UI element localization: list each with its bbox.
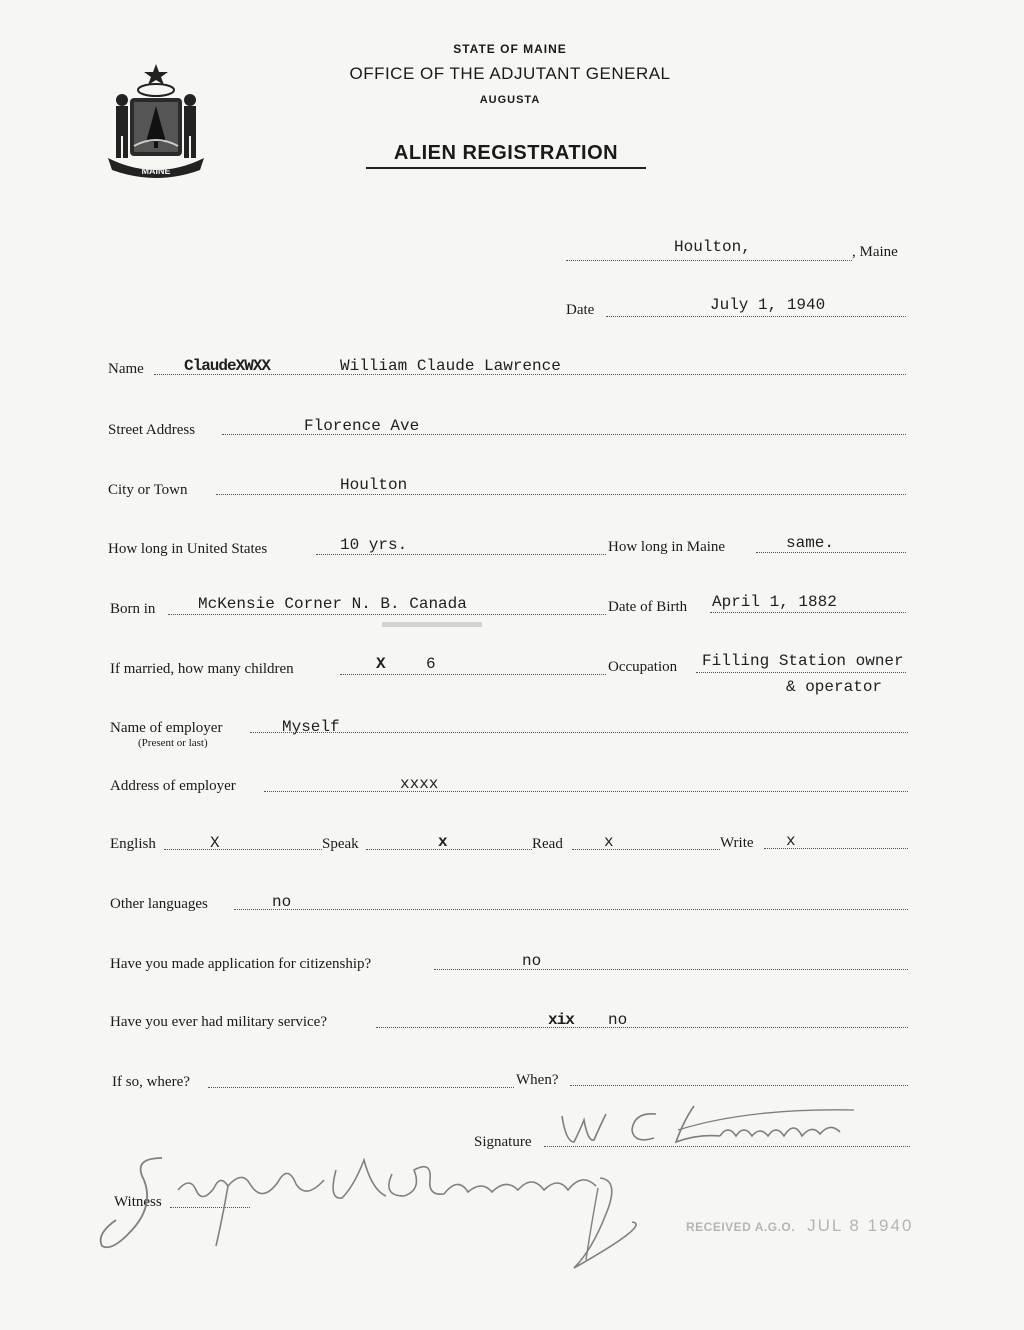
other-languages-value: no [272, 893, 292, 911]
erasure-smudge [382, 622, 482, 627]
employer-sub-label: (Present or last) [138, 737, 208, 749]
name-label: Name [108, 361, 144, 377]
military-label: Have you ever had military service? [110, 1014, 327, 1030]
signature-label: Signature [474, 1134, 532, 1150]
born-in-value: McKensie Corner N. B. Canada [198, 595, 467, 613]
english-value: X [210, 834, 220, 852]
city-label: City or Town [108, 482, 188, 498]
how-long-maine-label: How long in Maine [608, 539, 726, 555]
form-title: ALIEN REGISTRATION [366, 142, 646, 169]
how-long-us-value: 10 yrs. [340, 536, 408, 554]
when-label: When? [516, 1072, 559, 1088]
name-struck-value: ClaudeXWXX [184, 357, 271, 375]
witness-signature-handwriting [92, 1150, 652, 1320]
city-heading: AUGUSTA [479, 94, 541, 106]
received-stamp-text: RECEIVED A.G.O. [686, 1220, 796, 1234]
employer-label: Name of employer [110, 720, 223, 736]
employer-address-value: xxxx [400, 775, 439, 793]
maine-state-seal-icon [100, 62, 212, 182]
street-label: Street Address [108, 422, 196, 438]
other-languages-label: Other languages [110, 896, 208, 912]
svg-text:MAINE: MAINE [141, 166, 171, 176]
military-value: no [608, 1011, 628, 1029]
office-heading: OFFICE OF THE ADJUTANT GENERAL [349, 64, 671, 83]
speak-label: Speak [322, 836, 359, 852]
read-value: x [604, 833, 614, 851]
street-value: Florence Ave [304, 417, 420, 435]
employer-value: Myself [282, 718, 340, 736]
maine-label: , Maine [852, 244, 898, 260]
read-label: Read [532, 836, 563, 852]
employer-address-label: Address of employer [110, 778, 236, 794]
witness-label: Witness [114, 1194, 162, 1210]
how-long-us-label: How long in United States [108, 541, 268, 557]
place-value: Houlton, [674, 238, 751, 256]
state-heading: STATE OF MAINE [453, 42, 567, 56]
date-label: Date [566, 302, 595, 318]
write-value: x [786, 832, 796, 850]
military-struck-value: xix [548, 1011, 574, 1029]
english-label: English [110, 836, 156, 852]
occupation-label: Occupation [608, 659, 678, 675]
write-label: Write [720, 835, 754, 851]
received-stamp-date: JUL 8 1940 [807, 1216, 914, 1235]
children-struck-value: X [376, 655, 385, 673]
born-in-label: Born in [110, 601, 156, 617]
citizenship-value: no [522, 952, 542, 970]
children-value: 6 [426, 655, 436, 673]
how-long-maine-value: same. [786, 534, 835, 552]
occupation-line2-value: & operator [786, 678, 883, 696]
city-value: Houlton [340, 476, 408, 494]
dob-value: April 1, 1882 [712, 593, 837, 611]
citizenship-label: Have you made application for citizenship? [110, 956, 372, 972]
date-value: July 1, 1940 [710, 296, 826, 314]
married-label: If married, how many children [110, 661, 294, 677]
name-value: William Claude Lawrence [340, 357, 561, 375]
dob-label: Date of Birth [608, 599, 688, 615]
occupation-line1-value: Filling Station owner [702, 652, 904, 670]
where-label: If so, where? [112, 1074, 190, 1090]
speak-value: x [438, 833, 447, 851]
received-stamp [686, 1216, 913, 1236]
